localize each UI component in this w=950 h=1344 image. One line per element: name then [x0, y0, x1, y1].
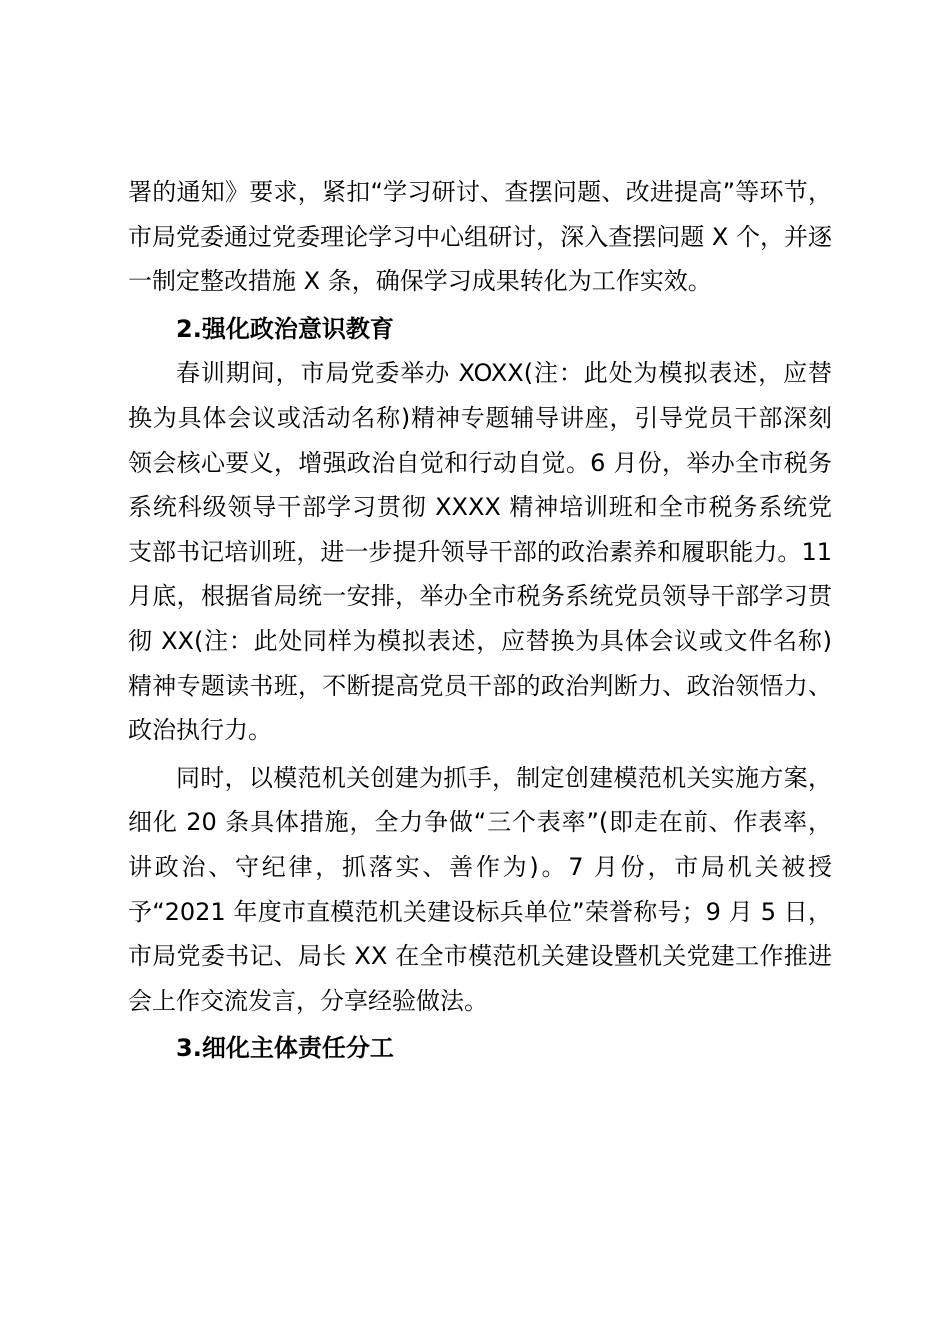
paragraph-model-organ: 同时，以模范机关创建为抓手，制定创建模范机关实施方案，细化 20 条具体措施，全力争做“三个表率”(即走在前、作表率，讲政治、守纪律，抓落实、善作为)。7 月份，市局机关被授予“2021 年度市直模范机关建设标兵单位”荣誉称号；9 月 5 日，市局党委书记、局长 XX 在全市模范机关建设暨机关党建工作推进会上作交流发言，分享经验做法。 [128, 763, 832, 1015]
section-heading-2: 2.强化政治意识教育 [176, 314, 394, 343]
paragraph-political-education: 春训期间，市局党委举办 XOXX(注：此处为模拟表述，应替换为具体会议或活动名称)精神专题辅导讲座，引导党员干部深刻领会核心要义，增强政治自觉和行动自觉。6 月份，举办全市税务系统科级领导干部学习贯彻 XXXX 精神培训班和全市税务系统党支部书记培训班，进一步提升领导干部的政治素养和履职能力。11 月底，根据省局统一安排，举办全市税务系统党员领导干部学习贯彻 XX(注：此处同样为模拟表述，应替换为具体会议或文件名称)精神专题读书班，不断提高党员干部的政治判断力、政治领悟力、政治执行力。 [128, 359, 832, 745]
section-heading-3: 3.细化主体责任分工 [176, 1034, 394, 1063]
paragraph-continuation: 署的通知》要求，紧扣“学习研讨、查摆问题、改进提高”等环节，市局党委通过党委理论学习中心组研讨，深入查摆问题 X 个，并逐一制定整改措施 X 条，确保学习成果转化为工作实效。 [128, 178, 832, 296]
document-body [128, 170, 832, 1071]
